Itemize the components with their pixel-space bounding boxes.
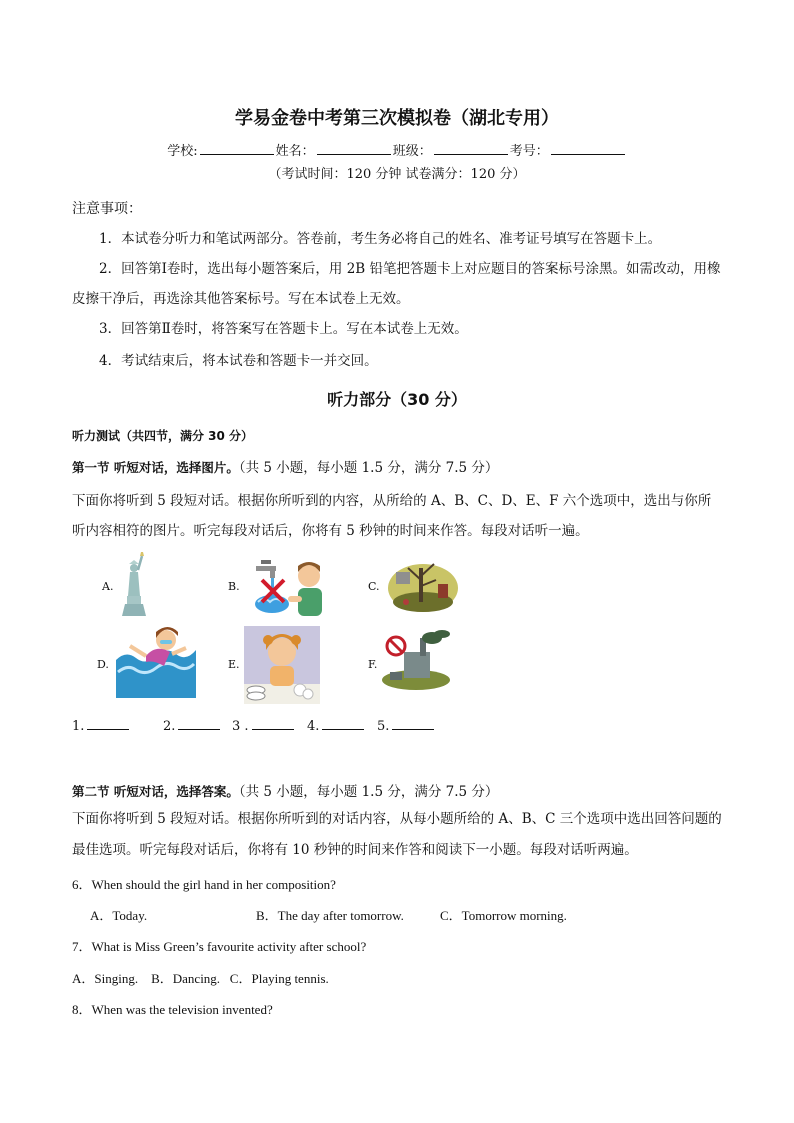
school-blank[interactable] xyxy=(200,142,274,155)
exam-info: （考试时间：120 分钟 试卷满分：120 分） xyxy=(268,167,526,182)
option-b-label: B. xyxy=(228,580,240,593)
answer-2-label: 2. xyxy=(163,719,176,734)
answer-5 xyxy=(377,718,434,734)
id-blank[interactable] xyxy=(551,142,625,155)
class-label: 班级： xyxy=(392,144,432,159)
option-c-label: C. xyxy=(368,580,380,593)
part2-heading-rest: （共 5 小题，每小题 1.5 分，满分 7.5 分） xyxy=(238,784,499,800)
question-8: 8．When was the television invented? xyxy=(72,1002,273,1017)
answer-4-label: 4. xyxy=(307,719,320,734)
part1-heading-rest: （共 5 小题，每小题 1.5 分，满分 7.5 分） xyxy=(238,460,499,476)
part2-heading-bold: 第二节 听短对话，选择答案。 xyxy=(72,784,239,799)
note-3: 3．回答第Ⅱ卷时，将答案写在答题卡上。写在本试卷上无效。 xyxy=(99,321,468,337)
page-title: 学易金卷中考第三次模拟卷（湖北专用） xyxy=(235,108,559,129)
name-label: 姓名： xyxy=(275,144,315,159)
listening-section-title: 听力部分（30 分） xyxy=(327,390,467,409)
notes-heading: 注意事项： xyxy=(72,201,142,217)
running-tap-image xyxy=(252,556,326,616)
answer-2 xyxy=(163,718,220,734)
option-d-label: D. xyxy=(97,658,109,671)
option-e-label: E. xyxy=(228,658,240,671)
answer-3-blank[interactable] xyxy=(252,718,294,730)
answer-4-blank[interactable] xyxy=(322,718,364,730)
part2-instructions: 下面你将听到 5 段短对话。根据你所听到的对话内容，从每小题所给的 A、B、C 三个选项中选出回答问题的最佳选项。听完每段对话后，你将有 10 秒钟的时间来作答和阅读下一小题。每段对话听两遍。 xyxy=(72,811,722,858)
option-f-label: F. xyxy=(368,658,378,671)
name-blank[interactable] xyxy=(317,142,391,155)
note-1: 1．本试卷分听力和笔试两部分。答卷前，考生务必将自己的姓名、准考证号填写在答题卡上。 xyxy=(99,231,662,247)
id-label: 考号： xyxy=(509,144,549,159)
answer-5-label: 5. xyxy=(377,719,390,734)
note-2: 2．回答第Ⅰ卷时，选出每小题答案后，用 2B 铅笔把答题卡上对应题目的答案标号涂黑。如需改动，用橡皮擦干净后，再选涂其他答案标号。写在本试卷上无效。 xyxy=(72,261,721,307)
washing-dishes-image xyxy=(244,626,320,704)
class-blank[interactable] xyxy=(434,142,508,155)
question-6-option-c: C．Tomorrow morning. xyxy=(440,908,567,923)
answer-2-blank[interactable] xyxy=(178,718,220,730)
question-7-options: A．Singing. B．Dancing. C．Playing tennis. xyxy=(72,971,329,986)
question-6: 6．When should the girl hand in her composition? xyxy=(72,877,336,892)
answer-1-label: 1. xyxy=(72,719,85,734)
question-7: 7．What is Miss Green’s favourite activity after school? xyxy=(72,939,367,954)
answer-1-blank[interactable] xyxy=(87,718,129,730)
pollution-factory-image xyxy=(380,630,452,692)
school-label: 学校: xyxy=(167,144,198,159)
listening-subtitle: 听力测试（共四节，满分 30 分） xyxy=(72,429,254,443)
question-6-option-b: B．The day after tomorrow. xyxy=(256,908,404,923)
answer-3-label: 3 . xyxy=(232,719,249,734)
option-a-label: A. xyxy=(102,580,114,593)
answer-4 xyxy=(307,718,364,734)
part1-heading xyxy=(72,456,732,476)
statue-of-liberty-image xyxy=(116,552,152,616)
part1-instructions: 下面你将听到 5 段短对话。根据你所听到的内容，从所给的 A、B、C、D、E、F 六个选项中，选出与你所听内容相符的图片。听完每段对话后，你将有 5 秒钟的时间来作答。每段对话听一遍。 xyxy=(72,493,712,539)
answer-3 xyxy=(232,718,294,734)
swimming-girl-image xyxy=(116,626,196,698)
dead-tree-image xyxy=(386,554,460,614)
note-4: 4．考试结束后，将本试卷和答题卡一并交回。 xyxy=(99,353,378,369)
question-6-option-a: A．Today. xyxy=(90,908,148,923)
part2-heading xyxy=(72,780,732,800)
part1-heading-bold: 第一节 听短对话，选择图片。 xyxy=(72,460,239,475)
answer-1 xyxy=(72,718,129,734)
answer-5-blank[interactable] xyxy=(392,718,434,730)
student-info-line xyxy=(0,140,794,159)
